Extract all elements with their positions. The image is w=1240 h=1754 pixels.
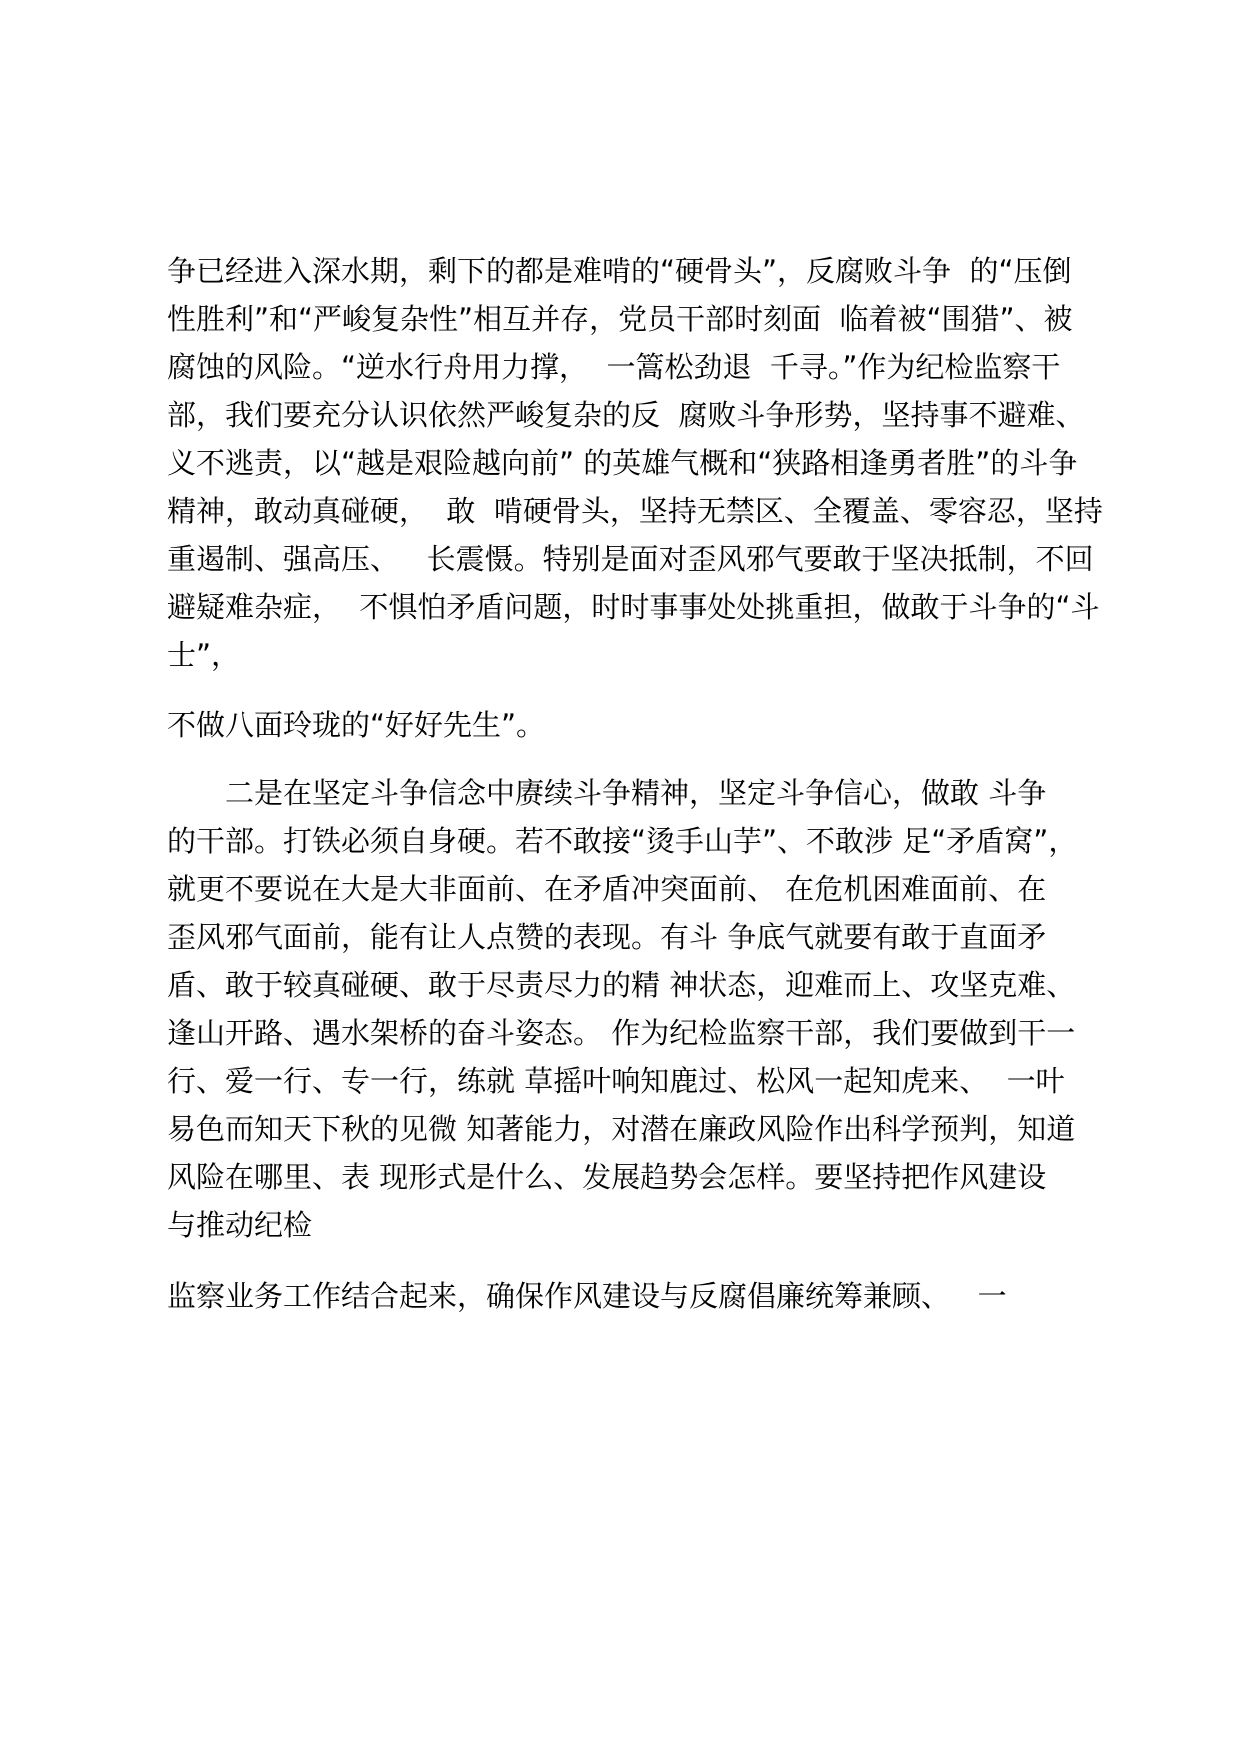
paragraph-line: 就更不要说在大是大非面前、在矛盾冲突面前、 在危机困难面前、在 xyxy=(167,872,1047,906)
paragraph-line: 的干部。打铁必须自身硬。若不敢接“烫手山芋”、不敢涉 足“矛盾窝”， xyxy=(167,824,1078,858)
paragraph-line: 风险在哪里、表 现形式是什么、发展趋势会怎样。要坚持把作风建设 xyxy=(167,1160,1047,1194)
paragraph-line: 义不逃责，以“越是艰险越向前” 的英雄气概和“狭路相逢勇者胜”的斗争 xyxy=(167,446,1078,480)
paragraph-first-line: 二是在坚定斗争信念中赓续斗争精神，坚定斗争信心，做敢 斗争 xyxy=(225,776,1047,810)
paragraph-line: 行、爱一行、专一行，练就 草摇叶响知鹿过、松风一起知虎来、 一叶 xyxy=(167,1064,1065,1098)
paragraph-line: 重遏制、强高压、 长震慑。特别是面对歪风邪气要敢于坚决抵制，不回 xyxy=(167,542,1094,576)
paragraph-line: 与推动纪检 xyxy=(167,1208,313,1242)
paragraph-line: 士”， xyxy=(167,638,241,672)
paragraph-line: 歪风邪气面前，能有让人点赞的表现。有斗 争底气就要有敢于直面矛 xyxy=(167,920,1047,954)
paragraph-line: 避疑难杂症， 不惧怕矛盾问题，时时事事处处挑重担，做敢于斗争的“斗 xyxy=(167,590,1100,624)
paragraph-line: 腐蚀的风险。“逆水行舟用力撑， 一篙松劲退 千寻。”作为纪检监察干 xyxy=(167,350,1061,384)
paragraph-line: 逢山开路、遇水架桥的奋斗姿态。 作为纪检监察干部，我们要做到干一 xyxy=(167,1016,1076,1050)
paragraph-line: 部，我们要充分认识依然严峻复杂的反 腐败斗争形势，坚持事不避难、 xyxy=(167,398,1085,432)
paragraph-line: 盾、敢于较真碰硬、敢于尽责尽力的精 神状态，迎难而上、攻坚克难、 xyxy=(167,968,1076,1002)
paragraph-line: 精神，敢动真碰硬， 敢 啃硬骨头，坚持无禁区、全覆盖、零容忍，坚持 xyxy=(167,494,1103,528)
paragraph-line: 易色而知天下秋的见微 知著能力，对潜在廉政风险作出科学预判，知道 xyxy=(167,1112,1076,1146)
paragraph-line: 监察业务工作结合起来，确保作风建设与反腐倡廉统筹兼顾、 一 xyxy=(167,1279,1007,1313)
paragraph-line: 争已经进入深水期，剩下的都是难啃的“硬骨头”，反腐败斗争 的“压倒 xyxy=(167,254,1072,288)
paragraph-line: 不做八面玲珑的“好好先生”。 xyxy=(167,708,546,742)
paragraph-line: 性胜利”和“严峻复杂性”相互并存，党员干部时刻面 临着被“围猎”、被 xyxy=(167,302,1073,336)
